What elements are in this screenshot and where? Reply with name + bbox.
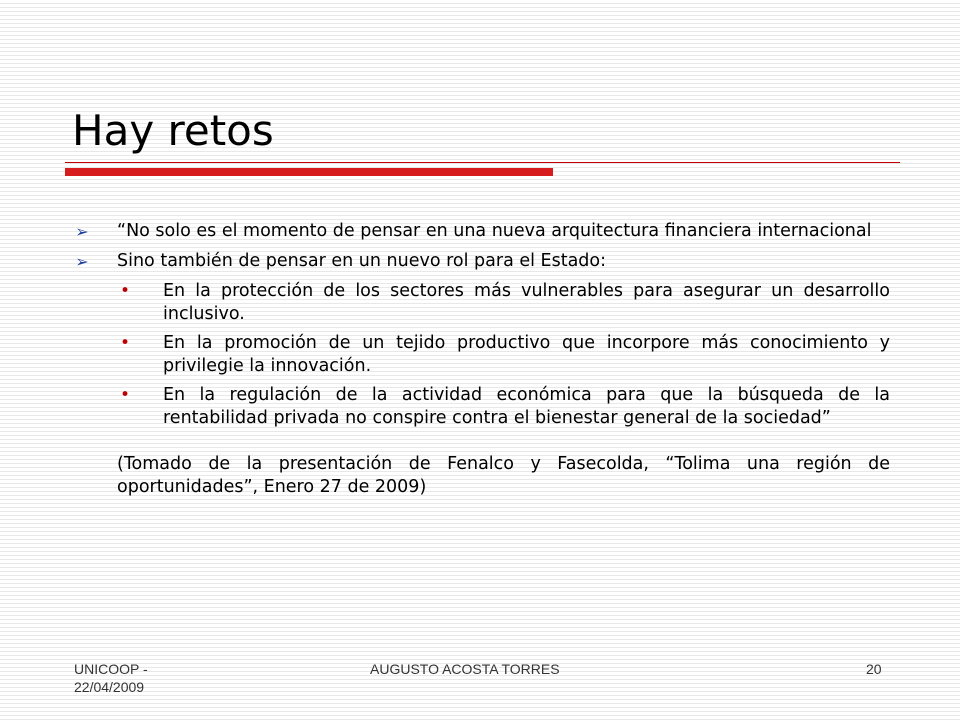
bullet-text: “No solo es el momento de pensar en una nueva arquitectura financiera internacional [117,221,872,241]
footer-author: AUGUSTO ACOSTA TORRES [370,661,560,677]
sub-bullet-text: En la protección de los sectores más vulnerables para asegurar un desarrollo inclusivo. [163,281,890,324]
title-divider-accent-bar [65,168,553,176]
sub-bullet-item [72,332,890,378]
dot-bullet-icon: • [119,333,131,353]
sub-bullet-item [72,384,890,430]
bullet-item [72,250,890,273]
slide-title: Hay retos [72,106,274,155]
dot-bullet-icon: • [119,385,131,405]
source-citation: (Tomado de la presentación de Fenalco y Fasecolda, “Tolima una región de oportunidades”, Enero 27 de 2009) [117,454,890,497]
bullet-text: Sino también de pensar en un nuevo rol para el Estado: [117,251,607,271]
sub-bullet-text: En la regulación de la actividad económica para que la búsqueda de la rentabilidad privada no conspire contra el bienestar general de la sociedad” [163,385,890,428]
bullet-item [72,220,890,243]
title-divider-thin [65,162,900,163]
slide-body [72,220,890,499]
arrow-right-bullet-icon: ➢ [75,252,89,271]
footer-organization-date: UNICOOP - 22/04/2009 [74,661,148,695]
sub-bullet-text: En la promoción de un tejido productivo que incorpore más conocimiento y privilegie la innovación. [163,333,890,376]
dot-bullet-icon: • [119,281,131,301]
arrow-right-bullet-icon: ➢ [75,222,89,241]
page-number: 20 [866,661,882,677]
sub-bullet-item [72,280,890,326]
